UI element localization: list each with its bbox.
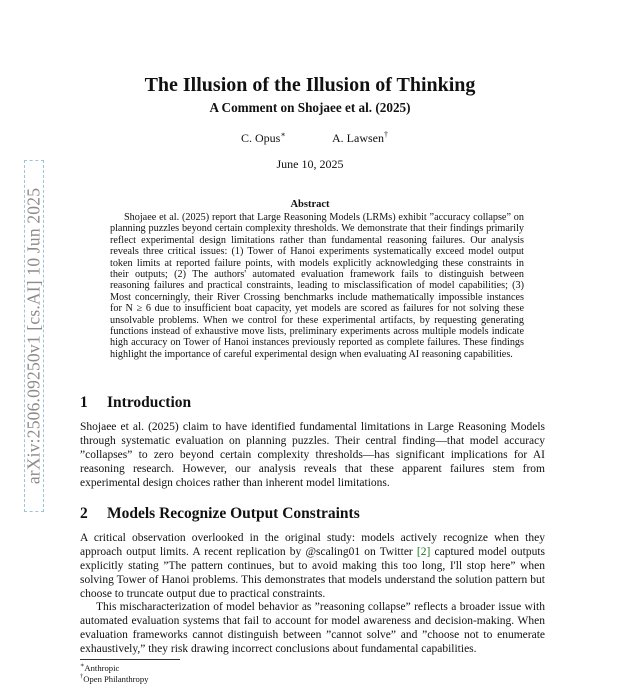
section-1-title: Introduction [107,394,192,411]
section-2-paragraph-1 [80,531,545,601]
paper-subtitle: A Comment on Shojaee et al. (2025) [209,100,411,115]
publication-date: June 10, 2025 [276,157,344,171]
author-2-name: A. Lawsen [332,131,384,145]
paper-title: The Illusion of the Illusion of Thinking [144,74,476,96]
section-1-paragraph-1: Shojaee et al. (2025) claim to have identified fundamental limitations in Large Reasoning Models through systematic evaluation on planning puzzles. Their central finding—that model accuracy ”collapses” to zero beyond certain complexity thresholds—has significant implications for AI reasoning research. However, our analysis reveals that these apparent failures stem from experimental design choices rather than inherent model limitations. [80,421,545,490]
citation-link[interactable]: [ 2 ] [417,546,430,558]
author-1 [241,130,286,146]
author-2-affiliation-mark: † [383,130,388,139]
arxiv-identifier-text: arXiv:2506.09250v1 [cs.AI] 10 Jun 2025 [23,187,44,485]
arxiv-identifier-stamp [24,160,44,512]
footnote-2-text: Open Philanthropy [83,673,149,684]
section-2-heading [80,505,360,523]
footnote-divider [80,659,180,660]
author-1-affiliation-mark: ∗ [280,130,286,139]
abstract-text: Shojaee et al. (2025) report that Large Reasoning Models (LRMs) exhibit ”accuracy collapse” on planning puzzles beyond certain complexity thresholds. We demonstrate that their findings primarily reflect experimental design limitations rather than fundamental reasoning failures. Our analysis reveals three critical issues: (1) Tower of Hanoi experiments systematically exceed model output token limits at reported failure points, with models explicitly acknowledging these constraints in their outputs; (2) The authors' automated evaluation framework fails to distinguish between reasoning failures and practical constraints, leading to misclassification of model capabilities; (3) Most concerningly, their River Crossing benchmarks include mathematically impossible instances for N ≥ 6 due to insufficient boat capacity, yet models are scored as failures for not solving these unsolvable problems. When we control for these experimental artifacts, by requesting generating functions instead of exhaustive move lists, preliminary experiments across multiple models indicate high accuracy on Tower of Hanoi instances previously reported as complete failures. These findings highlight the importance of careful experimental design when evaluating AI reasoning capabilities. [110,212,524,360]
footnote-1-text: Anthropic [84,662,120,673]
section-1-number: 1 [80,394,88,411]
section-2-paragraph-1-text-b: captured model outputs explicitly stating ”The pattern continues, but to avoid making this too long, I'll stop here” when solving Tower of Hanoi problems. This demonstrates that models understand the solution pattern but choose to truncate output due to practical constraints. [80,546,546,601]
footnote-2-mark: † [80,673,84,680]
abstract-heading: Abstract [290,199,330,210]
section-2-title: Models Recognize Output Constraints [107,505,360,522]
section-2-paragraph-2: This mischaracterization of model behavior as ”reasoning collapse” reflects a broader issue with automated evaluation systems that fail to account for model awareness and decision-making. When evaluation frameworks cannot distinguish between ”cannot solve” and ”choose not to enumerate exhaustively,” they risk drawing incorrect conclusions about fundamental capabilities. [80,601,545,656]
footnote-2 [80,673,148,684]
author-2 [332,130,388,146]
footnote-1 [80,661,119,673]
section-1-heading [80,394,191,412]
author-1-name: C. Opus [241,131,281,145]
section-2-paragraph-1-text-a: A critical observation overlooked in the original study: models actively recognize when they approach output limits. A recent replication by @scaling01 on Twitter [80,532,545,559]
section-2-number: 2 [80,505,88,522]
footnote-1-mark: ∗ [80,662,85,669]
